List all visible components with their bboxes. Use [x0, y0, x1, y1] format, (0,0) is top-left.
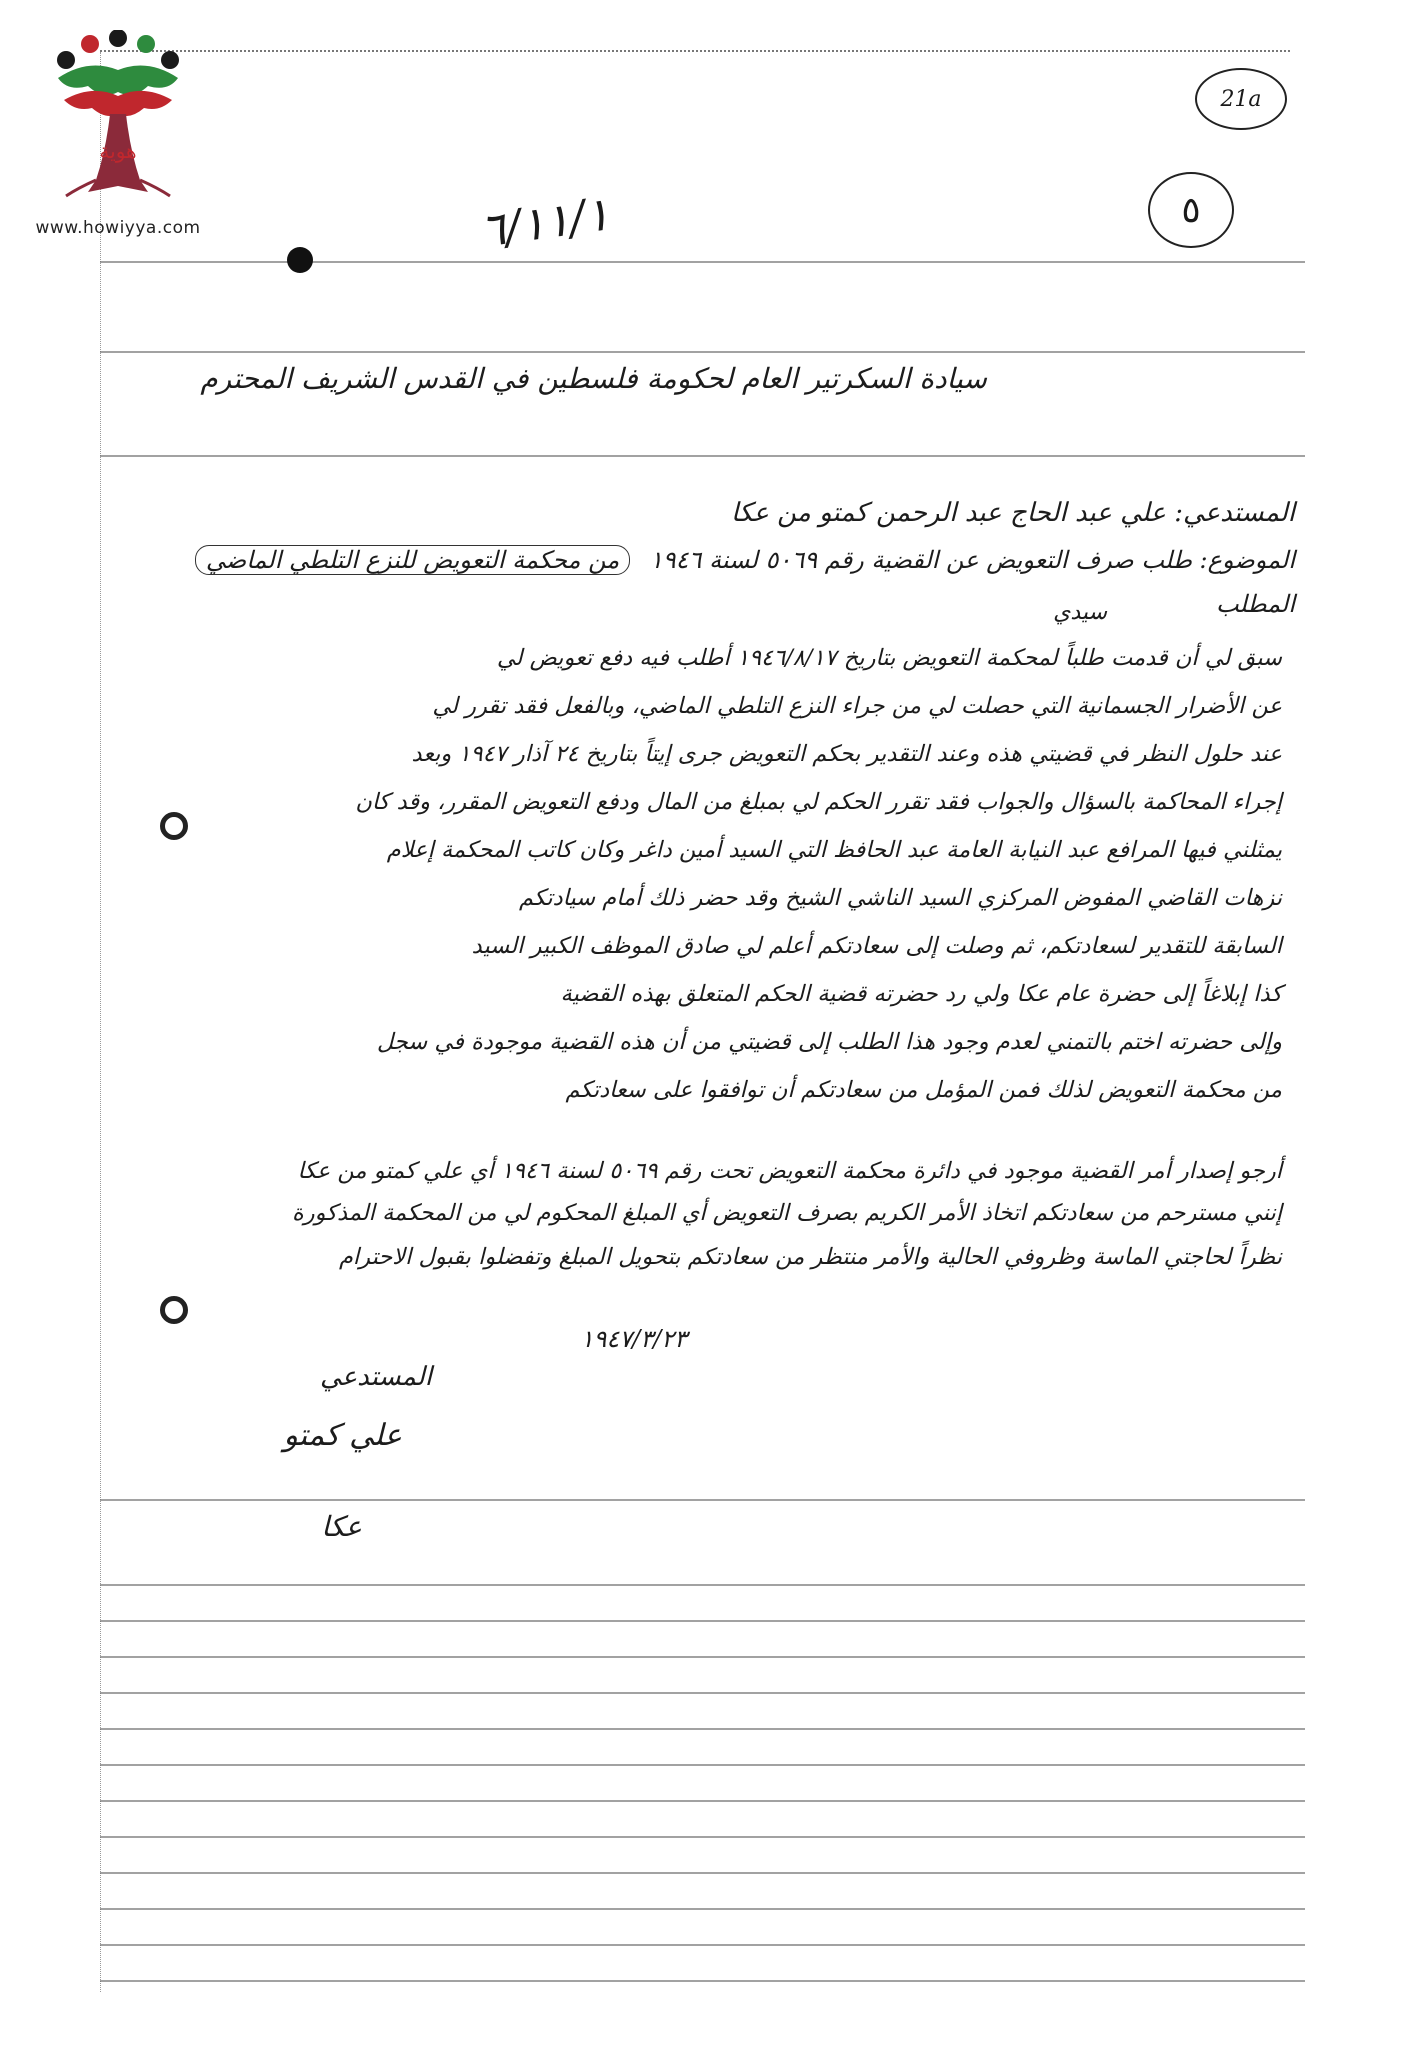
body-line: سبق لي أن قدمت طلباً لمحكمة التعويض بتاريخ ١٩٤٦/٨/١٧ أطلب فيه دفع تعويض لي — [496, 645, 1282, 671]
body-line: كذا إبلاغاً إلى حضرة عام عكا ولي رد حضرته قضية الحكم المتعلق بهذه القضية — [560, 981, 1282, 1007]
from-line: المستدعي: علي عبد الحاج عبد الرحمن كمتو من عكا — [731, 498, 1295, 528]
body-line: نظراً لحاجتي الماسة وظروفي الحالية والأمر منتظر من سعادتكم بتحويل المبلغ وتفضلوا بقبول الاحترام — [339, 1244, 1282, 1270]
punch-hole-bottom — [160, 1296, 188, 1324]
letter-date: ١٩٤٧/٣/٢٣ — [580, 1325, 687, 1353]
body-line: إنني مسترحم من سعادتكم اتخاذ الأمر الكريم بصرف التعويض أي المبلغ المحكوم لي من المحكمة المذكورة — [292, 1200, 1282, 1226]
body-line: وإلى حضرته اختم بالتمني لعدم وجود هذا الطلب إلى قضيتي من أن هذه القضية موجودة في سجل — [376, 1029, 1282, 1055]
addressee-line: سيادة السكرتير العام لحكومة فلسطين في القدس الشريف المحترم — [200, 362, 987, 395]
body-line: أرجو إصدار أمر القضية موجود في دائرة محكمة التعويض تحت رقم ٥٠٦٩ لسنة ١٩٤٦ أي علي كمتو من عكا — [297, 1158, 1282, 1184]
body-line: نزهات القاضي المفوض المركزي السيد الناشي الشيخ وقد حضر ذلك أمام سيادتكم — [518, 885, 1282, 911]
body-line: إجراء المحاكمة بالسؤال والجواب فقد تقرر الحكم لي بمبلغ من المال ودفع التعويض المقرر، وقد كان — [355, 789, 1282, 815]
page-number-stamp: 21a — [1195, 68, 1287, 130]
body-line: يمثلني فيها المرافع عبد النيابة العامة عبد الحافظ التي السيد أمين داغر وكان كاتب المحكمة إعلام — [386, 837, 1282, 863]
body-line: عند حلول النظر في قضيتي هذه وعند التقدير بحكم التعويض جرى إيتاً بتاريخ ٢٤ آذار ١٩٤٧ وبعد — [411, 741, 1282, 767]
punch-hole-middle — [160, 812, 188, 840]
watermark-url: www.howiyya.com — [35, 218, 201, 238]
subject-note: من محكمة التعويض للنزع التلطي الماضي — [195, 545, 630, 575]
page-mark-circle: ٥ — [1148, 172, 1234, 248]
body-line: من محكمة التعويض لذلك فمن المؤمل من سعادتكم أن توافقوا على سعادتكم — [565, 1077, 1282, 1103]
signature-city: عكا — [321, 1510, 362, 1543]
signature-name: علي كمتو — [283, 1418, 402, 1453]
body-line: عن الأضرار الجسمانية التي حصلت لي من جراء النزع التلطي الماضي، وبالفعل فقد تقرر لي — [432, 693, 1282, 719]
punch-hole-top — [287, 247, 313, 273]
subject-line — [195, 545, 1295, 575]
watermark-logo — [18, 30, 218, 250]
svg-text:هوية: هوية — [99, 139, 137, 163]
salutation: سيدي — [1053, 600, 1107, 625]
subject-text: الموضوع: طلب صرف التعويض عن القضية رقم ٥٠٦٩ لسنة ١٩٤٦ — [649, 546, 1295, 574]
body-line: السابقة للتقدير لسعادتكم، ثم وصلت إلى سعادتكم أعلم لي صادق الموظف الكبير السيد — [471, 933, 1282, 959]
demands-label: المطلب — [1215, 590, 1295, 618]
signature-label: المستدعي — [319, 1362, 432, 1392]
reference-number: ٦/١١/١ — [476, 186, 613, 258]
tree-emblem-icon — [48, 30, 188, 210]
